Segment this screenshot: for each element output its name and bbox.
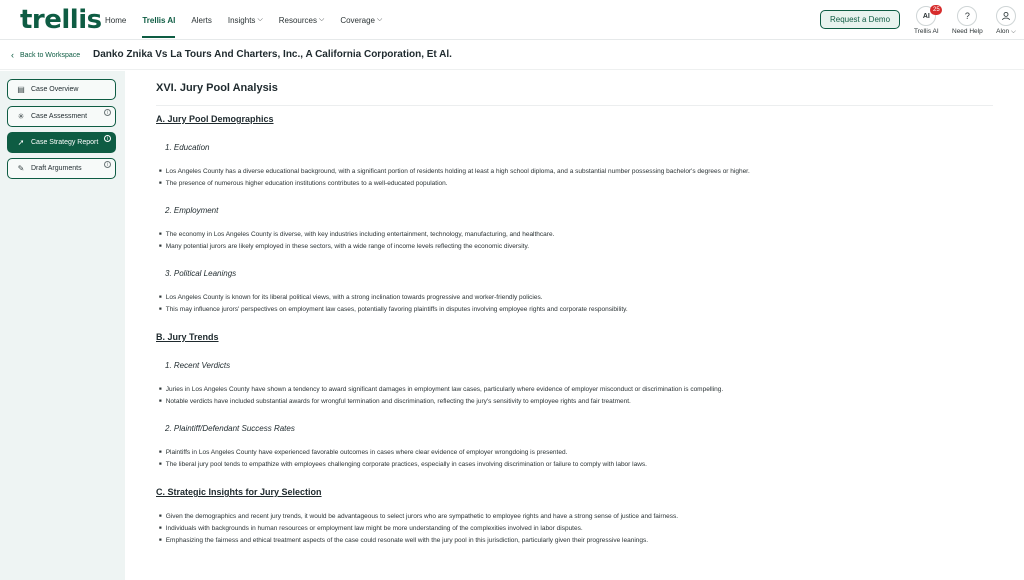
case-header xyxy=(0,40,1024,70)
list-item: ■ Los Angeles County has a diverse educational background, with a significant portion of residents holding at least a high school diploma, and a substantial number possessing bachelor's degrees or higher. xyxy=(159,168,750,175)
sidebar-item-case-overview[interactable] xyxy=(7,79,116,100)
list-item: ■ Juries in Los Angeles County have shown a tendency to award significant damages in employment law cases, particularly where evidence of employer misconduct or discrimination is compelling. xyxy=(159,386,723,393)
sidebar-item-draft-arguments[interactable] xyxy=(7,158,116,179)
info-icon[interactable]: i xyxy=(104,135,111,142)
sidebar-item-case-assessment[interactable] xyxy=(7,106,116,127)
chevron-down-icon: ⌵ xyxy=(319,16,325,23)
chevron-down-icon: ⌵ xyxy=(257,16,263,23)
sidebar-item-label: Case Overview xyxy=(31,86,79,93)
section-heading: C. Strategic Insights for Jury Selection xyxy=(156,487,322,497)
section-heading: A. Jury Pool Demographics xyxy=(156,114,274,124)
sidebar-item-label: Case Assessment xyxy=(31,113,88,120)
nav-trellis-ai-label: Trellis AI xyxy=(142,15,176,25)
need-help-label: Need Help xyxy=(952,28,983,35)
nav-insights-label: Insights xyxy=(227,15,256,25)
nav-insights[interactable] xyxy=(228,0,263,40)
help-icon: ? xyxy=(957,6,977,26)
nav-home-label: Home xyxy=(105,15,127,25)
subsection-heading: 1. Education xyxy=(165,143,210,152)
list-item: ■ Los Angeles County is known for its liberal political views, with a strong inclination towards progressive and worker-friendly policies. xyxy=(159,294,543,301)
chevron-left-icon: ‹ xyxy=(11,50,14,60)
nav-resources[interactable] xyxy=(279,0,325,40)
subsection-heading: 2. Plaintiff/Defendant Success Rates xyxy=(165,424,295,433)
nav-trellis-ai[interactable] xyxy=(142,0,175,40)
back-label: Back to Workspace xyxy=(20,51,81,59)
document-icon: ▤ xyxy=(17,85,25,94)
trellis-ai-button[interactable] xyxy=(914,6,939,35)
subsection-heading: 1. Recent Verdicts xyxy=(165,361,231,370)
list-item: ■ Notable verdicts have included substantial awards for wrongful termination and discrimination, reflecting the jury's sensitivity to employee rights and fair treatment. xyxy=(159,398,631,405)
chevron-down-icon: ⌵ xyxy=(1010,28,1016,35)
section-heading: B. Jury Trends xyxy=(156,332,219,342)
user-icon xyxy=(996,6,1016,26)
nav-alerts-label: Alerts xyxy=(191,15,212,25)
trellis-logo[interactable]: trellis xyxy=(20,5,102,35)
list-item: ■ The presence of numerous higher education institutions contributes to a well-educated population. xyxy=(159,180,448,187)
chevron-down-icon: ⌵ xyxy=(377,16,383,23)
need-help-button[interactable] xyxy=(952,6,983,35)
section-title: XVI. Jury Pool Analysis xyxy=(156,82,278,94)
edit-icon: ✎ xyxy=(17,164,25,173)
list-item: ■ Many potential jurors are likely employed in these sectors, with a wide range of income levels reflecting the economic diversity. xyxy=(159,243,529,250)
sidebar-item-label: Case Strategy Report xyxy=(31,139,99,146)
notification-badge: 25 xyxy=(930,5,942,15)
list-item: ■ The liberal jury pool tends to empathize with employees challenging corporate practices, especially in cases involving discrimination or failure to comply with labor laws. xyxy=(159,461,647,468)
nav-home[interactable] xyxy=(105,0,126,40)
subsection-heading: 3. Political Leanings xyxy=(165,269,237,278)
nav-coverage[interactable] xyxy=(340,0,382,40)
trellis-ai-label: Trellis AI xyxy=(914,28,939,35)
ai-icon-text: AI xyxy=(922,12,930,20)
main-nav xyxy=(105,0,398,40)
user-menu-button[interactable] xyxy=(996,6,1016,36)
list-item: ■ This may influence jurors' perspectives on employment law cases, potentially favoring plaintiffs in disputes involving employee rights and corporate responsibility. xyxy=(159,306,628,313)
nav-resources-label: Resources xyxy=(278,15,317,25)
divider xyxy=(156,105,993,106)
list-item: ■ Plaintiffs in Los Angeles County have experienced favorable outcomes in cases where clear evidence of employer wrongdoing is presented. xyxy=(159,449,567,456)
case-title: Danko Znika Vs La Tours And Charters, Inc., A California Corporation, Et Al. xyxy=(93,49,452,60)
list-item: ■ Given the demographics and recent jury trends, it would be advantageous to select jurors who are sympathetic to employee rights and have a strong sense of justice and fairness. xyxy=(159,513,678,520)
info-icon[interactable]: i xyxy=(104,161,111,168)
user-name xyxy=(996,28,1016,36)
report-content xyxy=(125,71,1024,580)
sidebar-item-case-strategy-report[interactable] xyxy=(7,132,116,153)
top-navigation-bar xyxy=(0,0,1024,40)
list-item: ■ The economy in Los Angeles County is diverse, with key industries including entertainment, technology, manufacturing, and healthcare. xyxy=(159,231,554,238)
subsection-heading: 2. Employment xyxy=(165,206,219,215)
info-icon[interactable]: i xyxy=(104,109,111,116)
nav-coverage-label: Coverage xyxy=(340,15,375,25)
back-to-workspace-link[interactable] xyxy=(11,50,80,60)
strategy-icon: ➚ xyxy=(17,138,25,147)
ai-icon xyxy=(916,6,940,26)
sidebar xyxy=(0,71,125,580)
list-item: ■ Emphasizing the fairness and ethical treatment aspects of the case could resonate well with the jury pool in this jurisdiction, particularly given their progressive leanings. xyxy=(159,537,648,544)
sparkle-icon: ✳ xyxy=(17,112,25,121)
sidebar-item-label: Draft Arguments xyxy=(31,165,82,172)
list-item: ■ Individuals with backgrounds in human resources or employment law might be more understanding of the complexities involved in labor disputes. xyxy=(159,525,583,532)
request-demo-button[interactable]: Request a Demo xyxy=(820,10,900,29)
nav-alerts[interactable] xyxy=(191,0,211,40)
user-name-label: Alon xyxy=(996,28,1010,35)
